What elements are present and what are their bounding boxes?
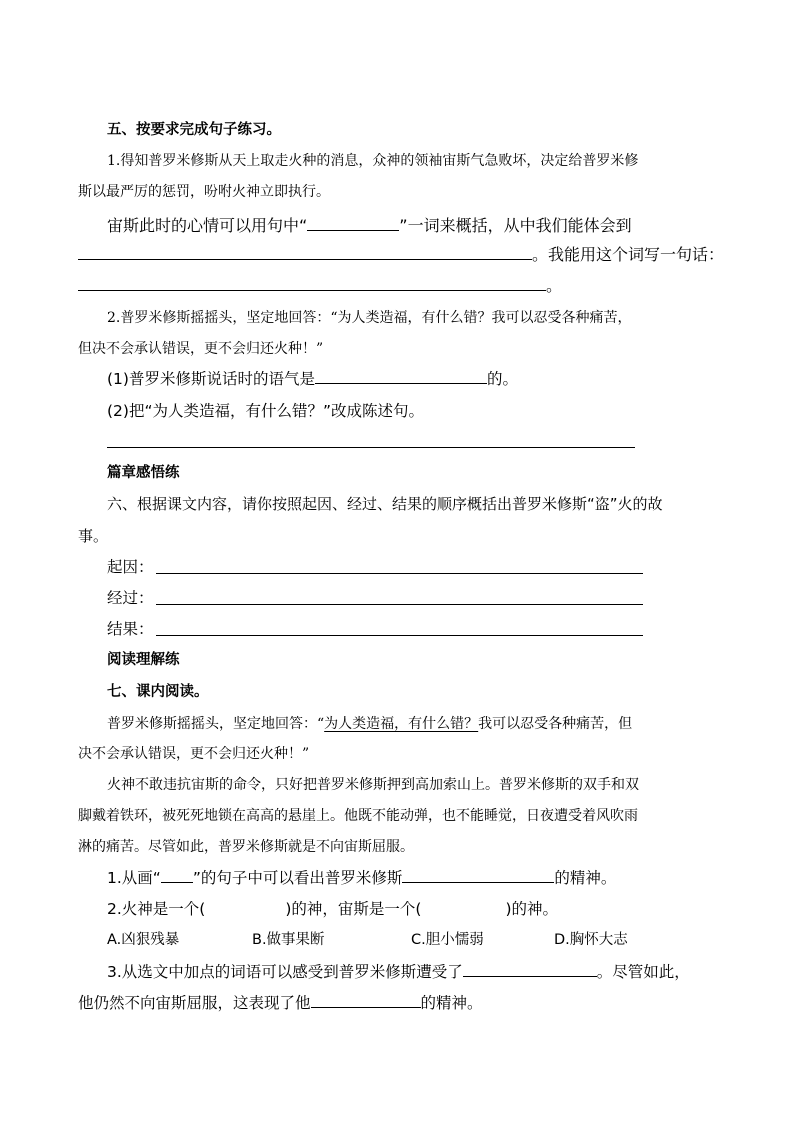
- section7-heading: 七、课内阅读。: [107, 684, 209, 700]
- s5-q1-prompt-row: [107, 216, 632, 236]
- cause-answer-line[interactable]: [156, 573, 643, 574]
- passage-p2-line2: 脚戴着铁环，被死死地锁在高高的悬崖上。他既不能动弹，也不能睡觉，日夜遭受着风吹雨: [78, 808, 638, 824]
- passage-p1-b: 我可以忍受各种痛苦，但: [478, 716, 633, 732]
- s7-q1-b: ”的句子中可以看出普罗米修斯: [192, 869, 403, 887]
- s5-q2-sub1-row: [107, 369, 518, 389]
- s7-q2-option-b[interactable]: B.做事果断: [252, 932, 325, 948]
- s5-q2-tone-blank[interactable]: [315, 369, 487, 384]
- s7-q1-a: 1.从画“: [107, 869, 161, 887]
- s7-q1-row: [107, 868, 616, 888]
- s7-q3-suffering-blank[interactable]: [463, 962, 597, 977]
- s7-q2-c: )的神。: [505, 900, 559, 918]
- section6-category: 篇章感悟练: [107, 465, 180, 481]
- s7-q2-b: )的神，宙斯是一个(: [285, 900, 422, 918]
- s5-q2-answer-line[interactable]: [107, 447, 635, 448]
- s5-q2-sub1-b: 的。: [486, 370, 518, 388]
- s5-q1-sentence-blank[interactable]: [78, 276, 546, 291]
- s5-q1-word-blank[interactable]: [307, 216, 399, 231]
- s7-q2-option-c[interactable]: C.胆小懦弱: [411, 932, 484, 948]
- section6-heading-line2: 事。: [78, 527, 109, 545]
- s5-q1-prompt-a: 宙斯此时的心情可以用句中“: [107, 216, 308, 235]
- section7-category: 阅读理解练: [107, 652, 180, 668]
- s7-q3-spirit-blank[interactable]: [311, 993, 421, 1008]
- section6-heading-line1: 六、根据课文内容，请你按照起因、经过、结果的顺序概括出普罗米修斯“盗”火的故: [107, 495, 663, 513]
- s5-q1-prompt-b: ”一词来概括，从中我们能体会到: [399, 216, 632, 235]
- s7-q2-option-d[interactable]: D.胸怀大志: [554, 932, 628, 948]
- s5-q1-line2: 斯以最严厉的惩罚，吩咐火神立即执行。: [78, 184, 330, 200]
- passage-p2-line1: 火神不敢违抗宙斯的命令，只好把普罗米修斯押到高加索山上。普罗米修斯的双手和双: [107, 777, 639, 793]
- s7-q3-a: 3.从选文中加点的词语可以感受到普罗米修斯遭受了: [107, 963, 463, 981]
- s5-q2-line1: 2.普罗米修斯摇摇头，坚定地回答：“为人类造福，有什么错？我可以忍受各种痛苦，: [107, 310, 632, 326]
- s5-q1-answer-row: [78, 245, 724, 265]
- passage-p1-line2: 决不会承认错误，更不会归还火种！”: [78, 746, 310, 762]
- result-answer-line[interactable]: [156, 635, 643, 636]
- s5-q1-prompt-c: 。我能用这个词写一句话：: [532, 245, 725, 264]
- s5-q1-sentence-row: [78, 276, 562, 296]
- s7-q1-spirit-blank[interactable]: [402, 868, 554, 883]
- passage-p1-a: 普罗米修斯摇摇头，坚定地回答：“: [107, 716, 325, 732]
- s7-q2-a: 2.火神是一个(: [107, 900, 206, 918]
- passage-p1-line1: [107, 714, 632, 734]
- s7-q1-c: 的精神。: [554, 869, 617, 887]
- s7-q3-b: 。尽管如此，: [596, 963, 690, 981]
- cause-label: 起因：: [107, 558, 154, 576]
- s7-q1-underline-mark: [161, 868, 193, 883]
- s7-q3-line2-b: 的精神。: [420, 994, 483, 1012]
- s5-q2-line2: 但决不会承认错误，更不会归还火种！”: [78, 341, 324, 357]
- s7-q3-row2: [78, 993, 483, 1013]
- passage-p2-line3: 淋的痛苦。尽管如此，普罗米修斯就是不向宙斯屈服。: [78, 839, 414, 855]
- s7-q3-row1: [107, 962, 690, 982]
- result-label: 结果：: [107, 620, 154, 638]
- process-label: 经过：: [107, 589, 154, 607]
- process-answer-line[interactable]: [156, 604, 643, 605]
- s5-q1-line1: 1.得知普罗米修斯从天上取走火种的消息，众神的领袖宙斯气急败坏，决定给普罗米修: [107, 153, 639, 169]
- s5-q2-sub1-a: (1)普罗米修斯说话时的语气是: [107, 370, 315, 388]
- s7-q2-row: [107, 899, 558, 919]
- section5-heading: 五、按要求完成句子练习。: [107, 122, 281, 138]
- s7-q2-option-a[interactable]: A.凶狠残暴: [107, 932, 180, 948]
- s5-q1-prompt-d: 。: [546, 276, 563, 295]
- s5-q2-sub2: (2)把“为人类造福，有什么错？”改成陈述句。: [107, 402, 425, 420]
- s7-q3-line2-a: 他仍然不向宙斯屈服，这表现了他: [78, 994, 311, 1012]
- s5-q1-feeling-blank[interactable]: [78, 245, 532, 260]
- passage-underlined-sentence: 为人类造福，有什么错？: [324, 716, 479, 732]
